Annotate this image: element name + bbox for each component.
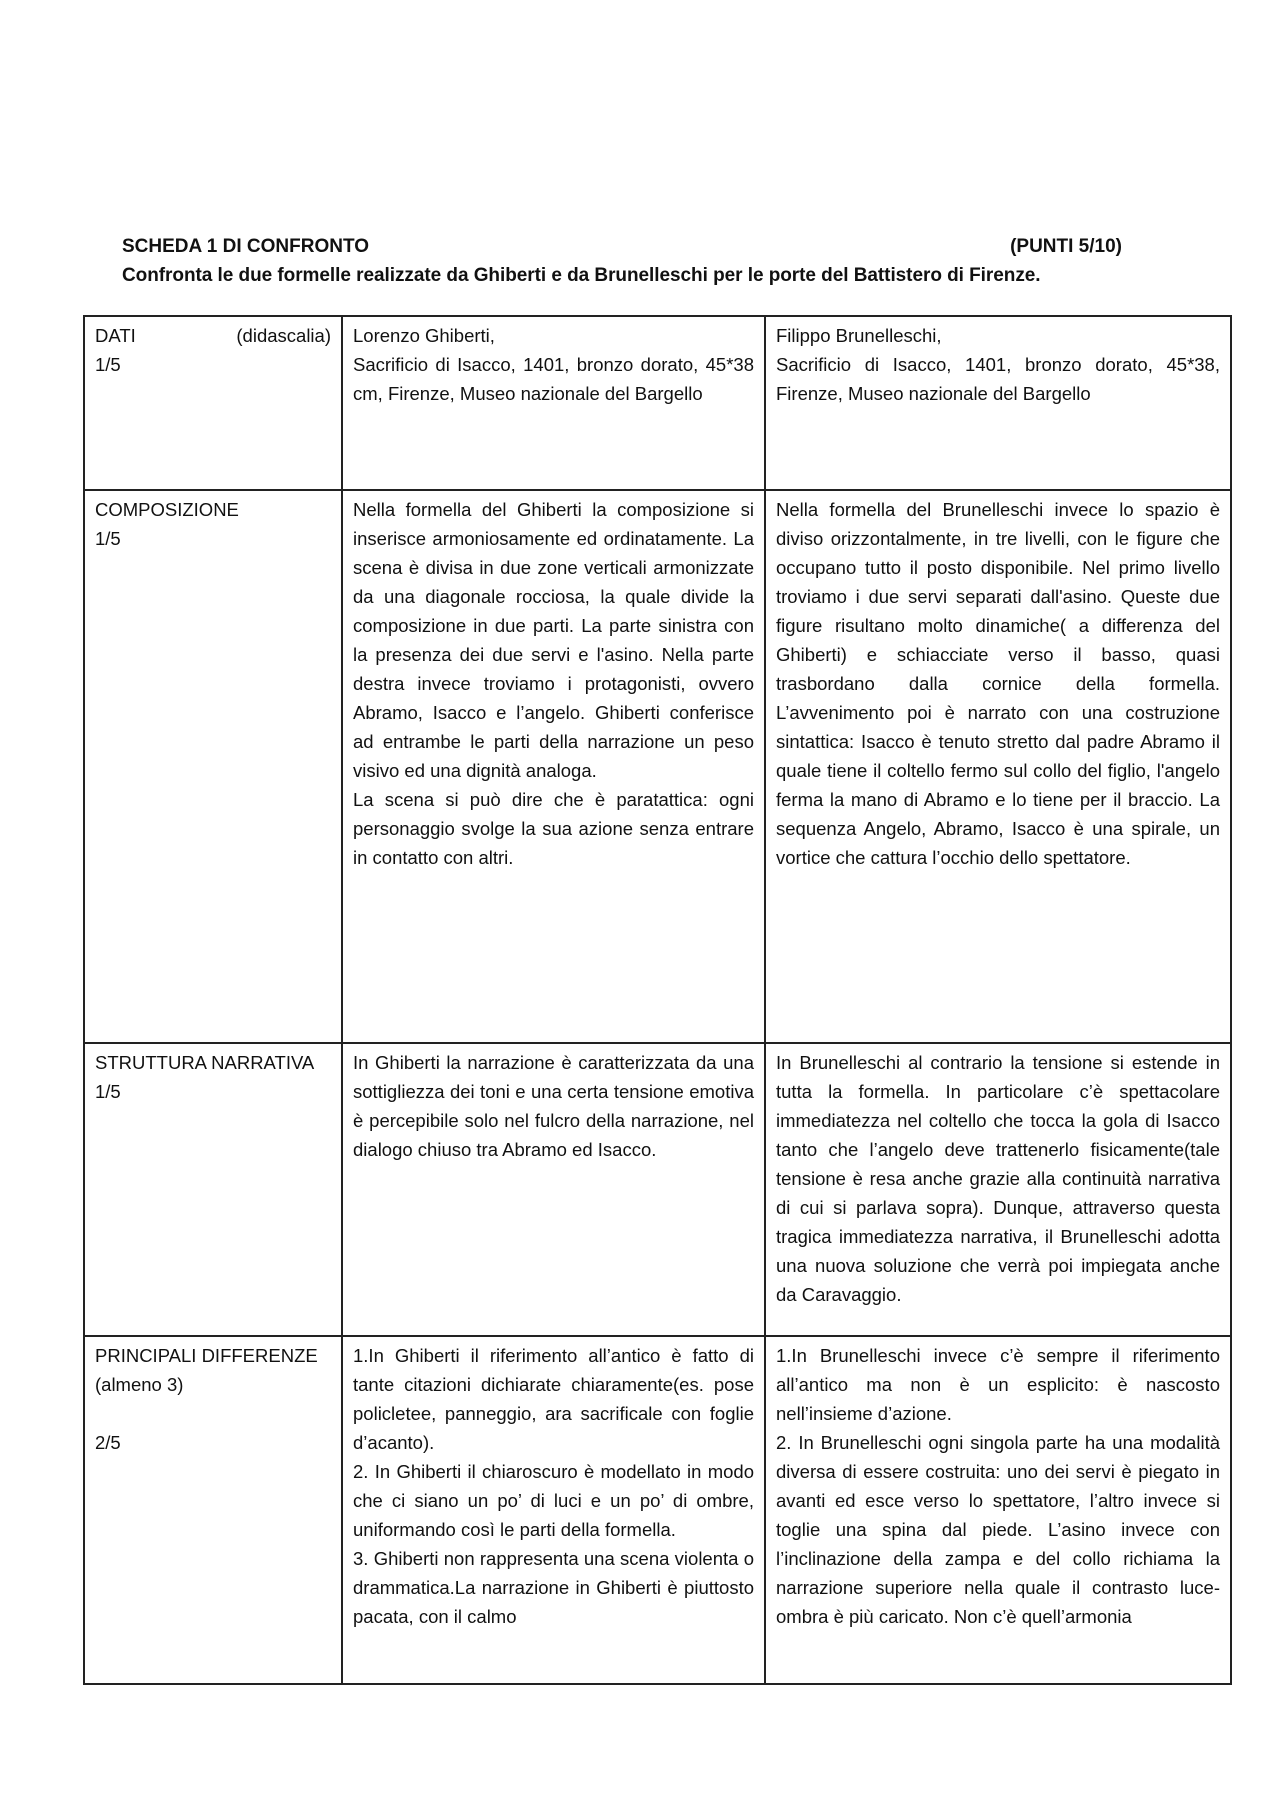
paragraph: 3. Ghiberti non rappresenta una scena violenta o drammatica.La narrazione in Ghiberti è piuttosto pacata, con il calmo xyxy=(353,1548,754,1627)
ghiberti-text xyxy=(353,321,754,408)
paragraph: Sacrificio di Isacco, 1401, bronzo dorato, 45*38 cm, Firenze, Museo nazionale del Bargello xyxy=(353,354,754,404)
brunelleschi-text xyxy=(776,1341,1220,1631)
row-label-note: (didascalia) xyxy=(236,325,331,346)
row-score: 2/5 xyxy=(95,1432,121,1453)
sheet-header xyxy=(122,232,1122,290)
table-row-composizione xyxy=(84,490,1231,1043)
row-label-cell xyxy=(84,1043,342,1336)
row-label: STRUTTURA NARRATIVA xyxy=(95,1052,315,1073)
table-row-dati xyxy=(84,316,1231,490)
ghiberti-text xyxy=(353,1341,754,1631)
paragraph: La scena si può dire che è paratattica: ogni personaggio svolge la sua azione senza entrare in contatto con altri. xyxy=(353,789,754,868)
row-score: 1/5 xyxy=(95,528,121,549)
table-row-principali-differenze xyxy=(84,1336,1231,1684)
brunelleschi-text: In Brunelleschi al contrario la tensione si estende in tutta la formella. In particolare c’è spettacolare immediatezza nel coltello che tocca la gola di Isacco tanto che l’angelo deve trattenerlo fisicamente(tale tensione è resa anche grazie alla continuità narrativa di cui si parlava sopra). Dunque, attraverso questa tragica immediatezza narrativa, il Brunelleschi adotta una nuova soluzione che verrà poi impiegata anche da Caravaggio. xyxy=(776,1052,1220,1305)
sheet-title: SCHEDA 1 DI CONFRONTO xyxy=(122,236,370,257)
row-label: PRINCIPALI DIFFERENZE xyxy=(95,1345,318,1366)
paragraph: Filippo Brunelleschi, xyxy=(776,325,942,346)
row-label: COMPOSIZIONE xyxy=(95,499,239,520)
row-label-cell xyxy=(84,490,342,1043)
row-score: 1/5 xyxy=(95,1081,121,1102)
brunelleschi-cell xyxy=(765,316,1231,490)
ghiberti-cell xyxy=(342,316,765,490)
paragraph: Lorenzo Ghiberti, xyxy=(353,325,495,346)
paragraph: Sacrificio di Isacco, 1401, bronzo dorato, 45*38, Firenze, Museo nazionale del Bargello xyxy=(776,354,1220,404)
row-label-main: DATI xyxy=(95,325,136,346)
paragraph: 1.In Brunelleschi invece c’è sempre il riferimento all’antico ma non è un esplicito: è nascosto nell’insieme d’azione. xyxy=(776,1345,1220,1424)
table-row-struttura-narrativa xyxy=(84,1043,1231,1336)
paragraph: 2. In Ghiberti il chiaroscuro è modellato in modo che ci siano un po’ di luci e un po’ di ombre, uniformando così le parti della formella. xyxy=(353,1461,754,1540)
paragraph: 2. In Brunelleschi ogni singola parte ha una modalità diversa di essere costruita: uno dei servi è piegato in avanti ed esce verso lo spettatore, l’altro invece si toglie una spina dal piede. L’asino invece con l’inclinazione della zampa e del collo richiama la narrazione superiore nella quale il contrasto luce-ombra è più caricato. Non c’è quell’armonia xyxy=(776,1432,1220,1627)
ghiberti-text xyxy=(353,495,754,872)
paragraph: 1.In Ghiberti il riferimento all’antico è fatto di tante citazioni dichiarate chiaramente(es. pose policletee, panneggio, ara sacrificale con foglie d’acanto). xyxy=(353,1345,754,1453)
brunelleschi-cell xyxy=(765,1043,1231,1336)
comparison-table xyxy=(83,315,1232,1685)
row-label-cell xyxy=(84,316,342,490)
label-spacer xyxy=(95,1399,331,1428)
row-label xyxy=(95,321,331,350)
ghiberti-cell xyxy=(342,490,765,1043)
row-score: 1/5 xyxy=(95,354,121,375)
header-title-row xyxy=(122,232,1122,261)
ghiberti-text: In Ghiberti la narrazione è caratterizzata da una sottigliezza dei toni e una certa tensione emotiva è percepibile solo nel fulcro della narrazione, nel dialogo chiuso tra Abramo ed Isacco. xyxy=(353,1052,754,1160)
ghiberti-cell xyxy=(342,1043,765,1336)
brunelleschi-text: Nella formella del Brunelleschi invece lo spazio è diviso orizzontalmente, in tre livelli, con le figure che occupano tutto il posto disponibile. Nel primo livello troviamo i due servi separati dall'asino. Queste due figure risultano molto dinamiche( a differenza del Ghiberti) e schiacciate verso il basso, quasi trasbordano dalla cornice della formella. L’avvenimento poi è narrato con una costruzione sintattica: Isacco è tenuto stretto dal padre Abramo il quale tiene il coltello fermo sul collo del figlio, l'angelo ferma la mano di Abramo e lo tiene per il braccio. La sequenza Angelo, Abramo, Isacco è una spirale, un vortice che cattura l’occhio dello spettatore. xyxy=(776,499,1220,868)
sheet-points: (PUNTI 5/10) xyxy=(1010,236,1122,257)
ghiberti-cell xyxy=(342,1336,765,1684)
row-label-cell xyxy=(84,1336,342,1684)
brunelleschi-cell xyxy=(765,1336,1231,1684)
sheet-instruction: Confronta le due formelle realizzate da Ghiberti e da Brunelleschi per le porte del Battistero di Firenze. xyxy=(122,265,1041,286)
brunelleschi-text xyxy=(776,321,1220,408)
row-label-note: (almeno 3) xyxy=(95,1374,184,1395)
paragraph: Nella formella del Ghiberti la composizione si inserisce armoniosamente ed ordinatamente. La scena è divisa in due zone verticali armonizzate da una diagonale rocciosa, la quale divide la composizione in due parti. La parte sinistra con la presenza dei due servi e l'asino. Nella parte destra invece troviamo i protagonisti, ovvero Abramo, Isacco e l’angelo. Ghiberti conferisce ad entrambe le parti della narrazione un peso visivo ed una dignità analoga. xyxy=(353,499,754,781)
brunelleschi-cell xyxy=(765,490,1231,1043)
